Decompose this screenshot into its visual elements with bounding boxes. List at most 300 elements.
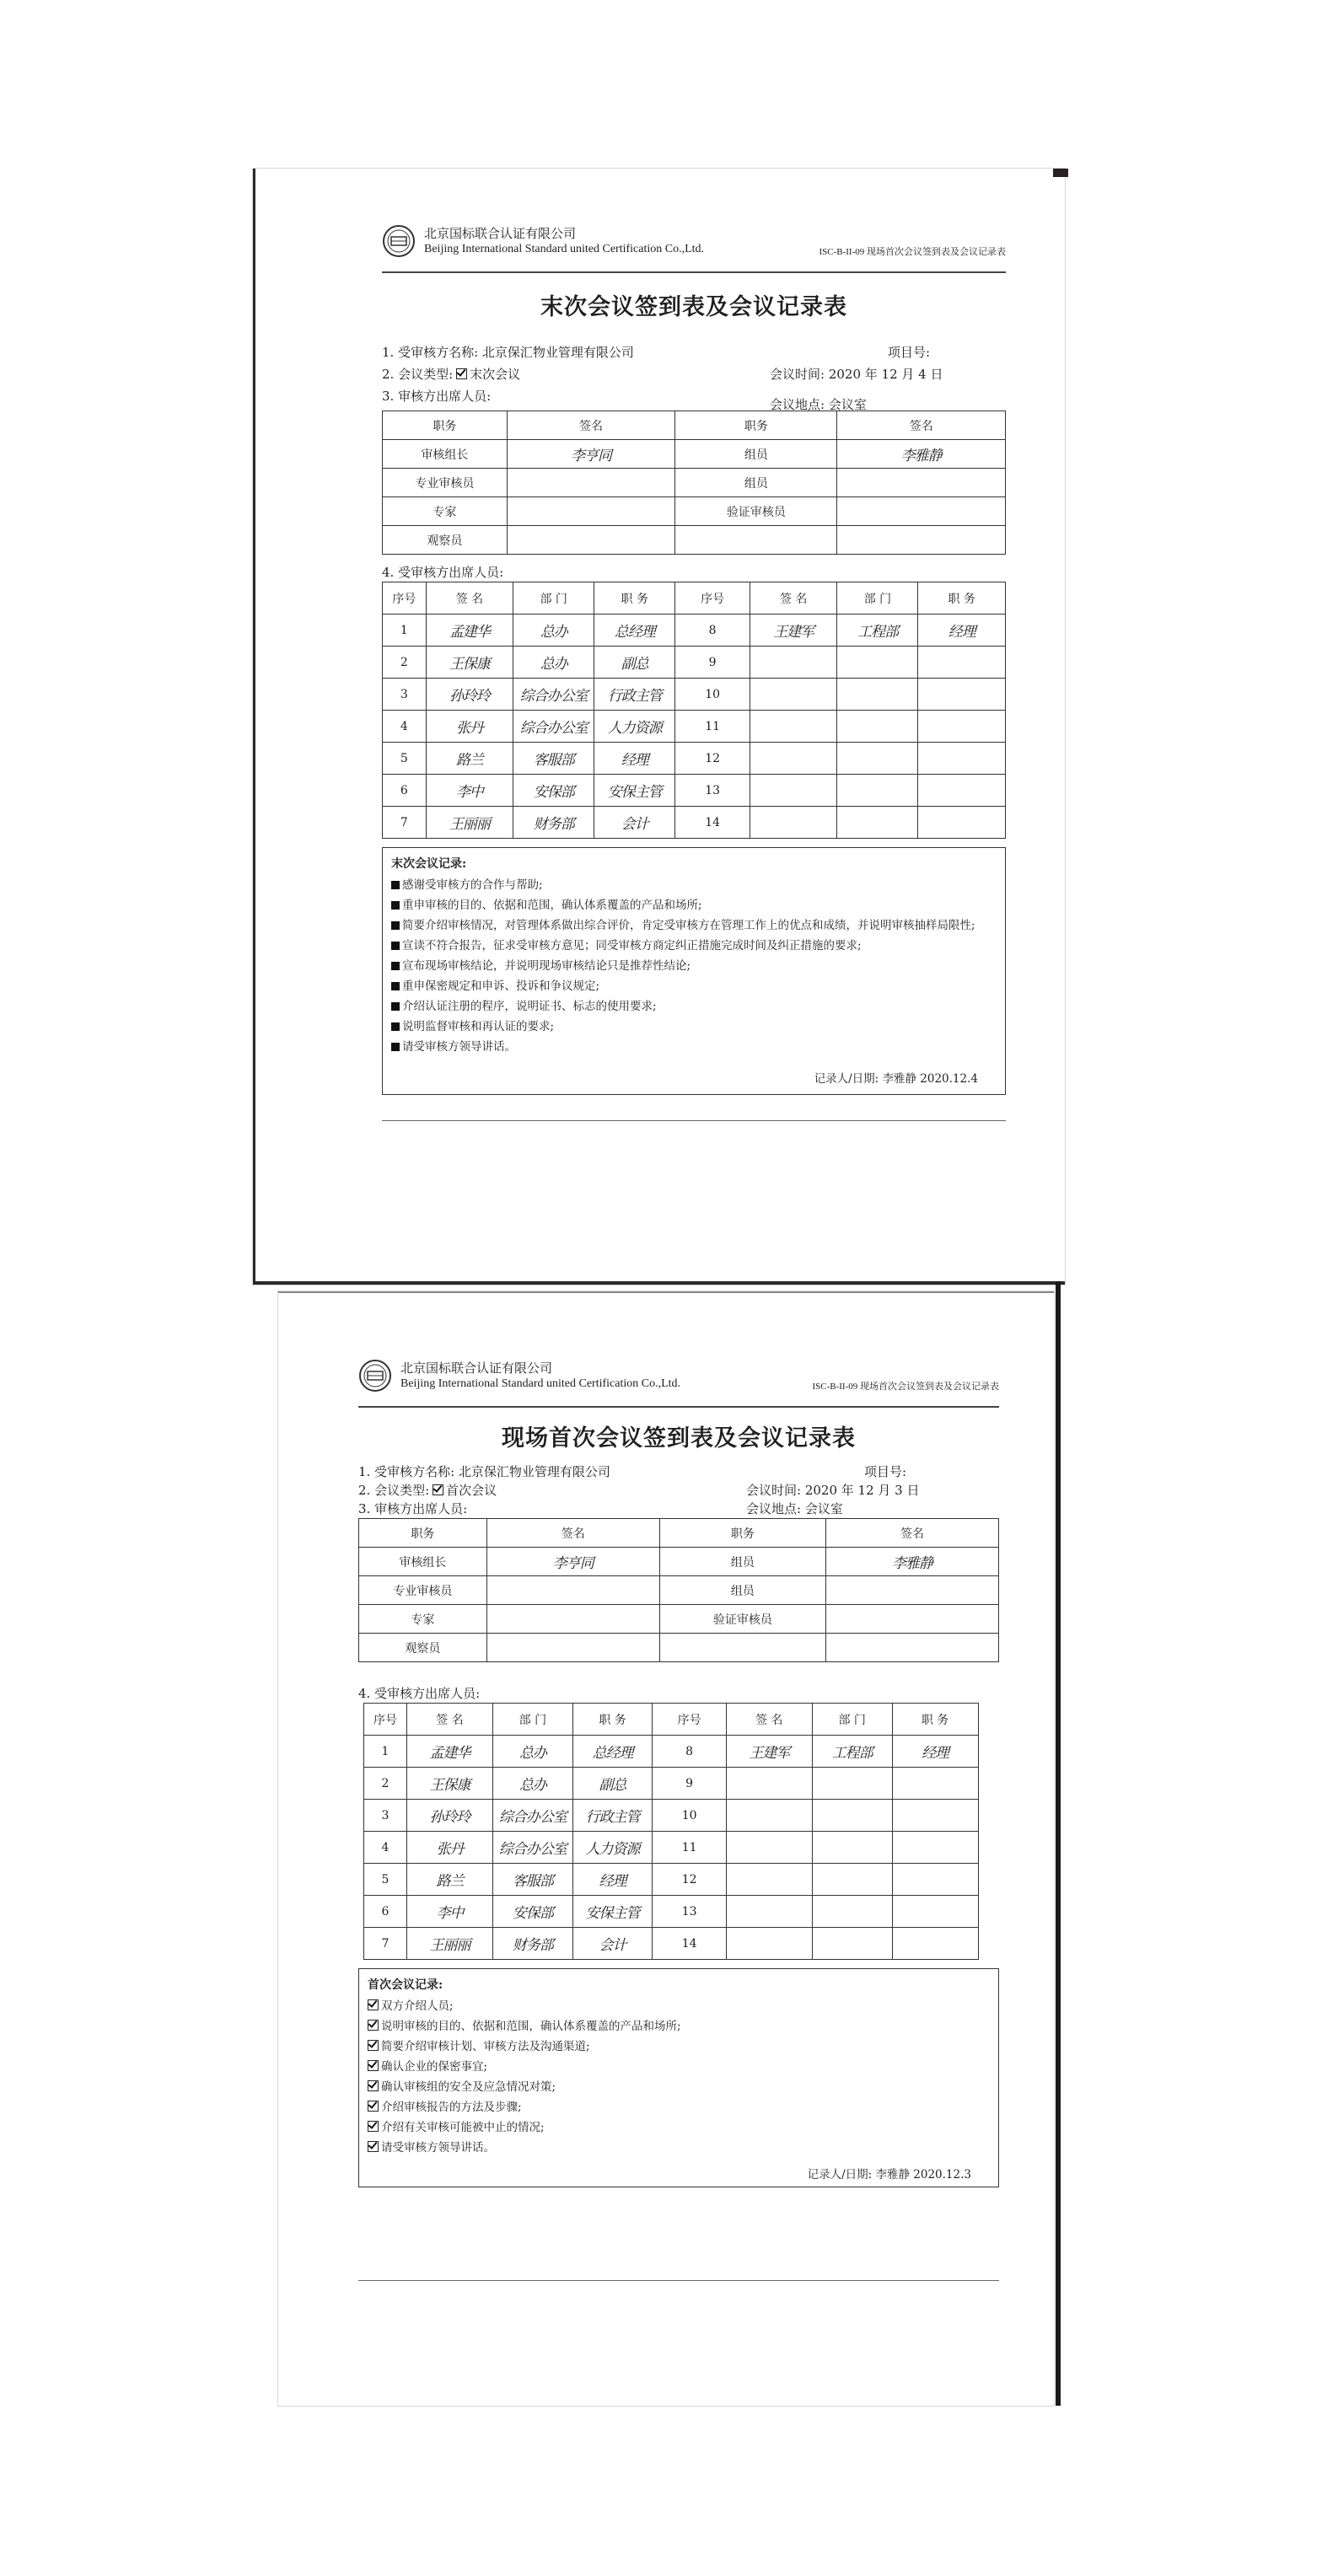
table-header: 职 务	[918, 582, 1006, 614]
auditor-attendance-line	[382, 384, 1006, 412]
auditee-name: 北京保汇物业管理有限公司	[481, 345, 634, 360]
table-cell	[812, 1832, 892, 1864]
table-cell: 综合办公室	[513, 711, 594, 743]
signature: 王建军	[750, 614, 836, 647]
table-cell	[837, 679, 918, 711]
auditor-attendance-label: 3. 审核方出席人员:	[358, 1501, 468, 1516]
table-cell: 客服部	[513, 743, 594, 775]
table-row	[383, 469, 1006, 497]
project-no-label: 项目号:	[864, 1464, 907, 1479]
table-header: 签 名	[726, 1704, 812, 1736]
record-item	[391, 1017, 995, 1037]
table-header: 签名	[507, 411, 675, 440]
table-cell	[507, 469, 675, 497]
table-cell	[826, 1634, 999, 1662]
checkbox-checked-icon	[368, 2141, 379, 2152]
auditee-attendance-label: 4. 受审核方出席人员:	[358, 1686, 481, 1701]
checkbox-checked-icon	[368, 1999, 379, 2010]
table-row	[364, 1768, 979, 1800]
auditee-label: 1. 受审核方名称:	[358, 1464, 455, 1479]
meeting-type-value: 首次会议	[446, 1483, 497, 1498]
table-cell: 验证审核员	[675, 497, 837, 526]
table-cell	[507, 497, 675, 526]
table-cell: 组员	[659, 1548, 825, 1576]
table-cell: 组员	[675, 440, 837, 469]
table-cell: 8	[675, 614, 750, 647]
table-cell: 9	[675, 647, 750, 679]
table-cell: 12	[675, 743, 750, 775]
table-cell: 会计	[572, 1928, 653, 1960]
table-row	[364, 1832, 979, 1864]
table-cell: 验证审核员	[659, 1605, 825, 1634]
record-item	[368, 1996, 988, 2016]
signature: 孙玲玲	[407, 1800, 493, 1832]
table-header: 职 务	[572, 1704, 653, 1736]
table-cell: 安保主管	[572, 1896, 653, 1928]
table-cell: 财务部	[513, 807, 594, 839]
record-item	[368, 2117, 988, 2138]
table-cell: 经理	[594, 743, 675, 775]
checkbox-checked-icon	[368, 2121, 379, 2132]
table-header: 序号	[675, 582, 750, 614]
record-item-text: 介绍认证注册的程序，说明证书、标志的使用要求;	[402, 1000, 657, 1013]
auditor-table	[358, 1518, 999, 1662]
project-no-label: 项目号:	[888, 345, 931, 360]
record-item	[368, 2138, 988, 2158]
document-page-final-meeting	[253, 169, 1065, 1285]
table-header: 职 务	[594, 582, 675, 614]
table-cell	[726, 1864, 812, 1896]
table-cell	[837, 497, 1006, 526]
meeting-time: 会议时间: 2020 年 12 月 3 日	[746, 1483, 920, 1498]
signature: 李中	[426, 775, 513, 807]
signature: 路兰	[407, 1864, 493, 1896]
record-item	[391, 996, 995, 1017]
document-title: 末次会议签到表及会议记录表	[540, 294, 847, 320]
document-number: ISC-B-II-09 现场首次会议签到表及会议记录表	[819, 247, 1006, 257]
checkbox-checked-icon	[368, 2101, 379, 2112]
document-title: 现场首次会议签到表及会议记录表	[502, 1425, 856, 1452]
table-cell: 总办	[493, 1768, 573, 1800]
table-row	[383, 497, 1006, 526]
auditee-name: 北京保汇物业管理有限公司	[458, 1464, 610, 1479]
footer-divider	[382, 1120, 1006, 1121]
meeting-type-label: 2. 会议类型:	[382, 367, 454, 382]
record-item-text: 确认企业的保密事宜;	[381, 2060, 488, 2074]
signature: 王建军	[726, 1736, 812, 1768]
table-cell	[837, 775, 918, 807]
bullet-square-icon	[391, 921, 400, 930]
record-item-text: 介绍审核报告的方法及步骤;	[381, 2101, 522, 2114]
table-cell: 专家	[359, 1605, 487, 1634]
meeting-record-title: 末次会议记录:	[391, 857, 467, 871]
table-row	[383, 614, 1006, 647]
table-cell: 副总	[594, 647, 675, 679]
table-row	[383, 743, 1006, 775]
table-cell	[892, 1800, 978, 1832]
meeting-place: 会议地点: 会议室	[770, 397, 867, 412]
recorder-date: 记录人/日期: 李雅静 2020.12.4	[814, 1072, 978, 1086]
record-item-text: 宣读不符合报告，征求受审核方意见；同受审核方商定纠正措施完成时间及纠正措施的要求;	[402, 939, 862, 953]
table-row	[364, 1864, 979, 1896]
checkbox-checked-icon	[368, 2060, 379, 2071]
table-cell	[812, 1864, 892, 1896]
meeting-type-value: 末次会议	[470, 367, 521, 382]
signature: 王丽丽	[426, 807, 513, 839]
table-cell	[812, 1768, 892, 1800]
signature: 李雅静	[837, 440, 1006, 469]
meeting-type-label: 2. 会议类型:	[358, 1483, 430, 1498]
footer-divider	[358, 2280, 999, 2281]
table-cell	[750, 743, 836, 775]
table-cell	[726, 1896, 812, 1928]
table-cell: 人力资源	[572, 1832, 653, 1864]
table-header: 部 门	[812, 1704, 892, 1736]
record-item-text: 重申审核的目的、依据和范围，确认体系覆盖的产品和场所;	[402, 899, 702, 912]
table-cell: 经理	[892, 1736, 978, 1768]
bullet-square-icon	[391, 1022, 400, 1031]
bullet-square-icon	[391, 881, 400, 889]
record-item	[368, 2016, 988, 2037]
signature: 王保康	[407, 1768, 493, 1800]
table-row	[359, 1548, 999, 1576]
checkbox-icon	[456, 368, 467, 379]
table-cell: 4	[364, 1832, 407, 1864]
record-item-text: 请受审核方领导讲话。	[381, 2141, 495, 2155]
record-item-text: 双方介绍人员;	[381, 1999, 454, 2013]
table-cell: 专业审核员	[359, 1576, 487, 1605]
signature: 孙玲玲	[426, 679, 513, 711]
meeting-time: 会议时间: 2020 年 12 月 4 日	[770, 367, 943, 382]
table-cell: 观察员	[359, 1634, 487, 1662]
table-header: 签名	[486, 1519, 659, 1548]
table-cell: 专家	[383, 497, 508, 526]
attendance-table	[363, 1703, 979, 1960]
table-header: 职务	[383, 411, 508, 440]
auditee-line	[382, 340, 1006, 362]
table-cell: 10	[653, 1800, 726, 1832]
signature: 路兰	[426, 743, 513, 775]
table-row	[383, 711, 1006, 743]
signature: 王丽丽	[407, 1928, 493, 1960]
bullet-square-icon	[391, 982, 400, 990]
recorder-date: 记录人/日期: 李雅静 2020.12.3	[807, 2168, 971, 2182]
table-header: 签 名	[426, 582, 513, 614]
table-header-row	[359, 1519, 999, 1548]
table-header: 序号	[383, 582, 427, 614]
table-cell: 7	[364, 1928, 407, 1960]
table-cell	[892, 1928, 978, 1960]
table-header-row	[383, 582, 1006, 614]
table-cell	[675, 526, 837, 555]
auditor-table	[382, 411, 1006, 555]
table-cell: 行政主管	[594, 679, 675, 711]
letterhead	[382, 219, 1006, 273]
table-cell: 10	[675, 679, 750, 711]
table-cell	[918, 711, 1006, 743]
page-edge	[1056, 1293, 1061, 2406]
record-item	[391, 915, 995, 936]
table-cell	[826, 1605, 999, 1634]
table-cell	[750, 711, 836, 743]
checkbox-checked-icon	[368, 2080, 379, 2091]
table-cell: 综合办公室	[493, 1832, 573, 1864]
table-cell: 副总	[572, 1768, 653, 1800]
table-header-row	[383, 411, 1006, 440]
table-cell	[812, 1800, 892, 1832]
table-cell: 人力资源	[594, 711, 675, 743]
meeting-type-line	[358, 1478, 999, 1496]
table-cell	[750, 647, 836, 679]
table-cell	[837, 469, 1006, 497]
signature: 孟建华	[407, 1736, 493, 1768]
org-name-en: Beijing International Standard united Certification Co.,Ltd.	[400, 1377, 681, 1390]
table-cell: 总经理	[594, 614, 675, 647]
table-row	[359, 1634, 999, 1662]
record-item-text: 说明审核的目的、依据和范围，确认体系覆盖的产品和场所;	[381, 2020, 681, 2033]
checkbox-checked-icon	[368, 2020, 379, 2031]
table-cell	[812, 1928, 892, 1960]
table-cell: 5	[383, 743, 427, 775]
record-item-text: 介绍有关审核可能被中止的情况;	[381, 2121, 545, 2134]
signature: 李亨同	[486, 1548, 659, 1576]
table-header: 签名	[826, 1519, 999, 1548]
auditor-attendance-label: 3. 审核方出席人员:	[382, 389, 492, 404]
table-header: 部 门	[513, 582, 594, 614]
bullet-square-icon	[391, 942, 400, 950]
meeting-record-box	[358, 1968, 999, 2187]
signature: 张丹	[407, 1832, 493, 1864]
table-row	[364, 1736, 979, 1768]
table-row	[359, 1576, 999, 1605]
table-row	[359, 1605, 999, 1634]
record-item	[368, 2097, 988, 2117]
checkbox-icon	[433, 1484, 443, 1495]
table-header: 职 务	[892, 1704, 978, 1736]
record-item	[368, 2037, 988, 2057]
letterhead	[358, 1354, 999, 1408]
table-header: 职务	[675, 411, 837, 440]
signature: 孟建华	[426, 614, 513, 647]
table-cell: 总办	[513, 614, 594, 647]
table-header: 序号	[653, 1704, 726, 1736]
table-cell: 3	[364, 1800, 407, 1832]
table-cell: 6	[364, 1896, 407, 1928]
bullet-square-icon	[391, 962, 400, 970]
org-name-en: Beijing International Standard united Certification Co.,Ltd.	[424, 243, 705, 255]
table-cell: 6	[383, 775, 427, 807]
record-item	[391, 956, 995, 976]
record-item-text: 感谢受审核方的合作与帮助;	[402, 878, 543, 892]
table-cell	[507, 526, 675, 555]
table-cell: 9	[653, 1768, 726, 1800]
table-cell: 综合办公室	[493, 1800, 573, 1832]
table-cell	[918, 647, 1006, 679]
table-row	[383, 647, 1006, 679]
table-cell: 5	[364, 1864, 407, 1896]
signature: 王保康	[426, 647, 513, 679]
record-item	[391, 1037, 995, 1057]
table-cell	[918, 743, 1006, 775]
table-cell: 2	[364, 1768, 407, 1800]
signature: 李亨同	[507, 440, 675, 469]
record-item-text: 简要介绍审核情况，对管理体系做出综合评价，肯定受审核方在管理工作上的优点和成绩，并说明审核抽样局限性;	[402, 919, 975, 932]
table-cell: 7	[383, 807, 427, 839]
table-cell: 组员	[659, 1576, 825, 1605]
table-cell: 审核组长	[359, 1548, 487, 1576]
record-item	[368, 2057, 988, 2077]
table-cell	[892, 1768, 978, 1800]
table-cell: 13	[675, 775, 750, 807]
table-cell: 行政主管	[572, 1800, 653, 1832]
table-cell	[837, 526, 1006, 555]
table-cell	[750, 807, 836, 839]
table-cell: 总经理	[572, 1736, 653, 1768]
bullet-square-icon	[391, 1002, 400, 1011]
table-cell	[892, 1896, 978, 1928]
org-name-cn: 北京国标联合认证有限公司	[424, 226, 577, 241]
record-item-text: 说明监督审核和再认证的要求;	[402, 1020, 555, 1033]
table-cell: 11	[653, 1832, 726, 1864]
meeting-record-box	[382, 847, 1006, 1095]
table-cell: 1	[383, 614, 427, 647]
table-header: 签 名	[407, 1704, 493, 1736]
table-cell	[837, 807, 918, 839]
table-cell: 专业审核员	[383, 469, 508, 497]
table-cell	[726, 1800, 812, 1832]
table-cell: 12	[653, 1864, 726, 1896]
company-logo-icon	[382, 224, 416, 258]
table-cell	[892, 1864, 978, 1896]
auditee-label: 1. 受审核方名称:	[382, 345, 479, 360]
bullet-square-icon	[391, 1043, 400, 1051]
record-item	[391, 895, 995, 915]
table-cell: 安保部	[493, 1896, 573, 1928]
table-cell: 客服部	[493, 1864, 573, 1896]
signature: 张丹	[426, 711, 513, 743]
table-cell	[750, 775, 836, 807]
table-row	[364, 1928, 979, 1960]
table-row	[364, 1800, 979, 1832]
table-cell	[892, 1832, 978, 1864]
table-cell: 会计	[594, 807, 675, 839]
table-header: 部 门	[493, 1704, 573, 1736]
table-cell: 安保部	[513, 775, 594, 807]
table-header: 职务	[659, 1519, 825, 1548]
table-row	[383, 775, 1006, 807]
table-cell: 14	[653, 1928, 726, 1960]
signature: 李中	[407, 1896, 493, 1928]
table-cell	[750, 679, 836, 711]
table-cell: 总办	[513, 647, 594, 679]
document-page-first-meeting	[278, 1291, 1054, 2406]
page-edge	[1056, 1281, 1061, 1301]
auditee-attendance-line	[358, 1681, 999, 1703]
table-cell	[486, 1576, 659, 1605]
table-header: 签 名	[750, 582, 836, 614]
document-number: ISC-B-II-09 现场首次会议签到表及会议记录表	[812, 1382, 999, 1392]
table-header: 职务	[359, 1519, 487, 1548]
table-cell	[918, 775, 1006, 807]
table-cell: 工程部	[812, 1736, 892, 1768]
checkbox-checked-icon	[368, 2040, 379, 2051]
record-item-text: 重申保密规定和申诉、投诉和争议规定;	[402, 979, 600, 993]
table-cell: 14	[675, 807, 750, 839]
table-cell	[486, 1634, 659, 1662]
table-cell: 8	[653, 1736, 726, 1768]
record-item-text: 确认审核组的安全及应急情况对策;	[381, 2080, 556, 2094]
table-cell: 11	[675, 711, 750, 743]
table-row	[383, 526, 1006, 555]
signature: 李雅静	[826, 1548, 999, 1576]
table-row	[383, 440, 1006, 469]
bullet-square-icon	[391, 901, 400, 910]
table-cell	[918, 679, 1006, 711]
table-cell	[826, 1576, 999, 1605]
table-cell	[726, 1832, 812, 1864]
table-cell	[726, 1768, 812, 1800]
table-cell: 4	[383, 711, 427, 743]
attendance-table	[382, 582, 1006, 839]
table-cell: 综合办公室	[513, 679, 594, 711]
table-row	[383, 807, 1006, 839]
table-cell	[726, 1928, 812, 1960]
auditee-line	[358, 1459, 999, 1478]
table-row	[364, 1896, 979, 1928]
record-item	[391, 875, 995, 895]
table-cell	[918, 807, 1006, 839]
auditor-attendance-line	[358, 1496, 999, 1515]
table-cell	[486, 1605, 659, 1634]
table-cell	[812, 1896, 892, 1928]
table-header: 部 门	[837, 582, 918, 614]
table-cell: 审核组长	[383, 440, 508, 469]
page-edge	[1053, 169, 1068, 177]
table-cell	[837, 711, 918, 743]
record-item	[391, 976, 995, 996]
table-cell: 财务部	[493, 1928, 573, 1960]
table-cell: 观察员	[383, 526, 508, 555]
table-cell: 安保主管	[594, 775, 675, 807]
record-item-text: 简要介绍审核计划、审核方法及沟通渠道;	[381, 2040, 590, 2053]
table-header: 签名	[837, 411, 1006, 440]
table-header-row	[364, 1704, 979, 1736]
record-item	[391, 936, 995, 956]
record-item	[368, 2077, 988, 2097]
meeting-record-title: 首次会议记录:	[368, 1978, 443, 1992]
table-cell	[659, 1634, 825, 1662]
table-cell: 3	[383, 679, 427, 711]
table-header: 序号	[364, 1704, 407, 1736]
table-cell: 2	[383, 647, 427, 679]
auditee-attendance-line	[382, 560, 1006, 582]
table-cell: 1	[364, 1736, 407, 1768]
table-cell	[837, 743, 918, 775]
table-cell: 总办	[493, 1736, 573, 1768]
org-name-cn: 北京国标联合认证有限公司	[400, 1360, 553, 1376]
meeting-type-line	[382, 362, 1006, 384]
auditee-attendance-label: 4. 受审核方出席人员:	[382, 565, 504, 580]
table-cell: 经理	[918, 614, 1006, 647]
meeting-place: 会议地点: 会议室	[746, 1501, 843, 1516]
table-cell: 经理	[572, 1864, 653, 1896]
table-cell: 13	[653, 1896, 726, 1928]
table-cell	[837, 647, 918, 679]
company-logo-icon	[358, 1359, 392, 1393]
table-cell: 组员	[675, 469, 837, 497]
record-item-text: 宣布现场审核结论，并说明现场审核结论只是推荐性结论;	[402, 959, 691, 973]
table-row	[383, 679, 1006, 711]
